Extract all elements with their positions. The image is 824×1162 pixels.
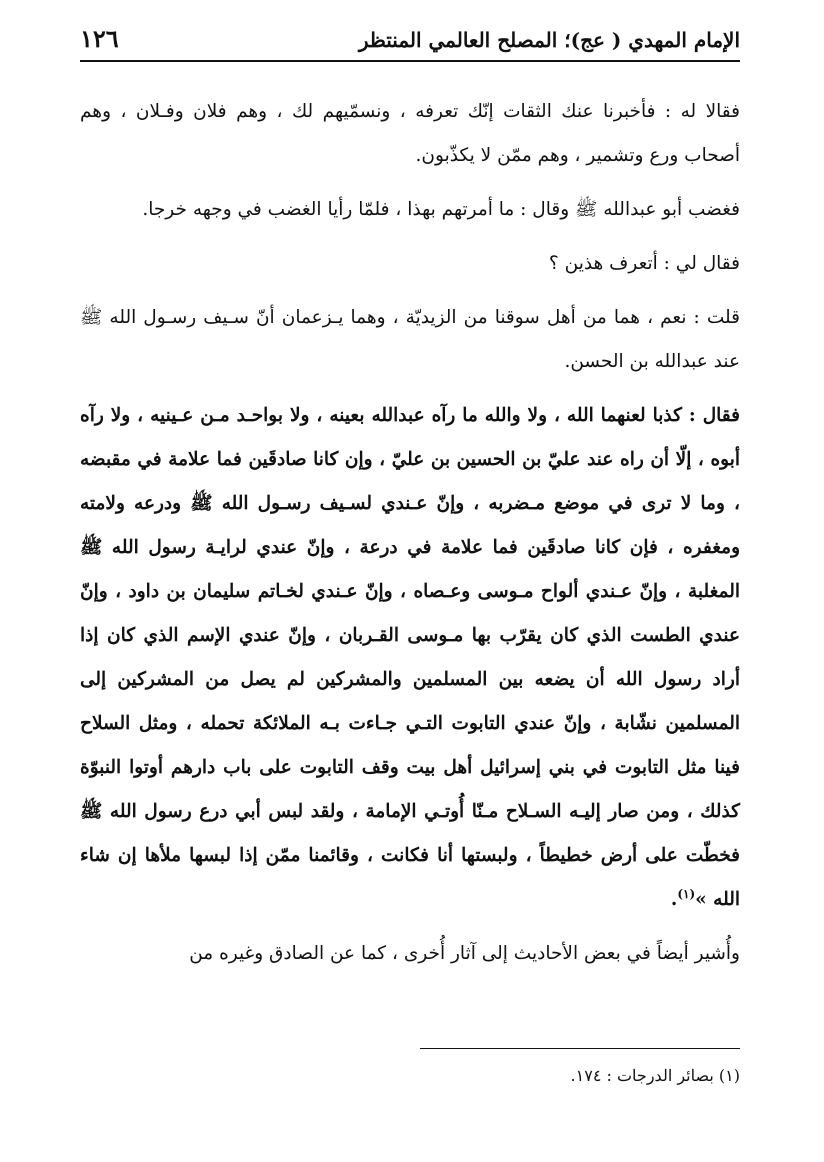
paragraph-5-text: فقال : كذبا لعنهما الله ، ولا والله ما رآه عبدالله بعينه ، ولا بواحـد مـن عـينيه ، ولا رآه أبوه ، إلّا أن راه عند عليّ بن الحسين بن عليّ ، وإن كانا صادقَين فما علامة في مقبضه ، وما لا ترى في موضع مـضربه ، وإنّ عـندي لسـيف رسـول الله ﷺ ودرعه ولامته ومغفره ، فإن كانا صادقَين فما علامة في درعة ، وإنّ عندي لرايـة رسول الله ﷺ المغلبة ، وإنّ عـندي ألواح مـوسى وعـصاه ، وإنّ عـندي لخـاتم سليمان بن داود ، وإنّ عندي الطست الذي كان يقرّب بها مـوسى القـربان ، وإنّ عندي الإسم الذي كان إذا أراد رسول الله أن يضعه بين المسلمين والمشركين لم يصل من المشركين إلى المسلمين نشّابة ، وإنّ عندي التابوت التـي جـاءت بـه الملائكة تحمله ، ومثل السلاح فينا مثل التابوت في بني إسرائيل أهل بيت وقف التابوت على باب دارهم أوتوا النبوّة كذلك ، ومن صار إليـه السـلاح مـنّا أُوتـي الإمامة ، ولقد لبس أبي درع رسول الله ﷺ فخطّت على أرض خطيطاً ، ولبستها أنا فكانت ، وقائمنا ممّن إذا لبسها ملأها إن شاء الله » bbox=[80, 405, 740, 910]
header-rule bbox=[80, 60, 740, 62]
paragraph-6: وأُشير أيضاً في بعض الأحاديث إلى آثار أُخرى ، كما عن الصادق وغيره من bbox=[189, 943, 740, 964]
paragraph-1: فقالا له : فأخبرنا عنك الثقات إنّك تعرفه ، ونسمّيهم لك ، وهم فلان وفـلان ، وهم أصحاب ورع وتشمير ، وهم ممّن لا يكذّبون. bbox=[80, 101, 740, 166]
page-number: ١٢٦ bbox=[80, 24, 119, 53]
paragraph-3: فقال لي : أتعرف هذين ؟ bbox=[548, 253, 740, 274]
footnote-rule bbox=[420, 1048, 740, 1049]
paragraph-5: فقال : كذبا لعنهما الله ، ولا والله ما رآه عبدالله بعينه ، ولا بواحـد مـن عـينيه ، ولا رآه أبوه ، إلّا أن راه عند عليّ بن الحسين بن عليّ ، وإن كانا صادقَين فما علامة في مقبضه ، وما لا ترى في موضع مـضربه ، وإنّ عـندي لسـيف رسـول الله ﷺ ودرعه ولامته ومغفره ، فإن كانا صادقَين فما علامة في درعة ، وإنّ عندي لرايـة رسول الله ﷺ المغلبة ، وإنّ عـندي ألواح مـوسى وعـصاه ، وإنّ عـندي لخـاتم سليمان بن داود ، وإنّ عندي الطست الذي كان يقرّب بها مـوسى القـربان ، وإنّ عندي الإسم الذي كان إذا أراد رسول الله أن يضعه بين المسلمين والمشركين لم يصل من المشركين إلى المسلمين نشّابة ، وإنّ عندي التابوت التـي جـاءت بـه الملائكة تحمله ، ومثل السلاح فينا مثل التابوت في بني إسرائيل أهل بيت وقف التابوت على باب دارهم أوتوا النبوّة كذلك ، ومن صار إليـه السـلاح مـنّا أُوتـي الإمامة ، ولقد لبس أبي درع رسول الله ﷺ فخطّت على أرض خطيطاً ، ولبستها أنا فكانت ، وقائمنا ممّن إذا لبسها ملأها إن شاء الله »$^{(١)}$. bbox=[80, 405, 740, 910]
running-header bbox=[80, 22, 740, 62]
paragraph-4: قلت : نعم ، هما من أهل سوقنا من الزيديّة ، وهما يـزعمان أنّ سـيف رسـول الله ﷺ عند عبدالله بن الحسن. bbox=[80, 307, 740, 372]
main-text bbox=[80, 90, 740, 986]
header-title: الإمام المهدي ( عج)؛ المصلح العالمي المنتظر bbox=[358, 28, 740, 52]
paragraph-2: فغضب أبو عبدالله ﷺ وقال : ما أمرتهم بهذا ، فلمّا رأيا الغضب في وجهه خرجا. bbox=[142, 199, 740, 220]
footnote: (١) بصائر الدرجات : ١٧٤. bbox=[570, 1066, 740, 1085]
footnote-reference[interactable]: (١) bbox=[677, 886, 696, 901]
